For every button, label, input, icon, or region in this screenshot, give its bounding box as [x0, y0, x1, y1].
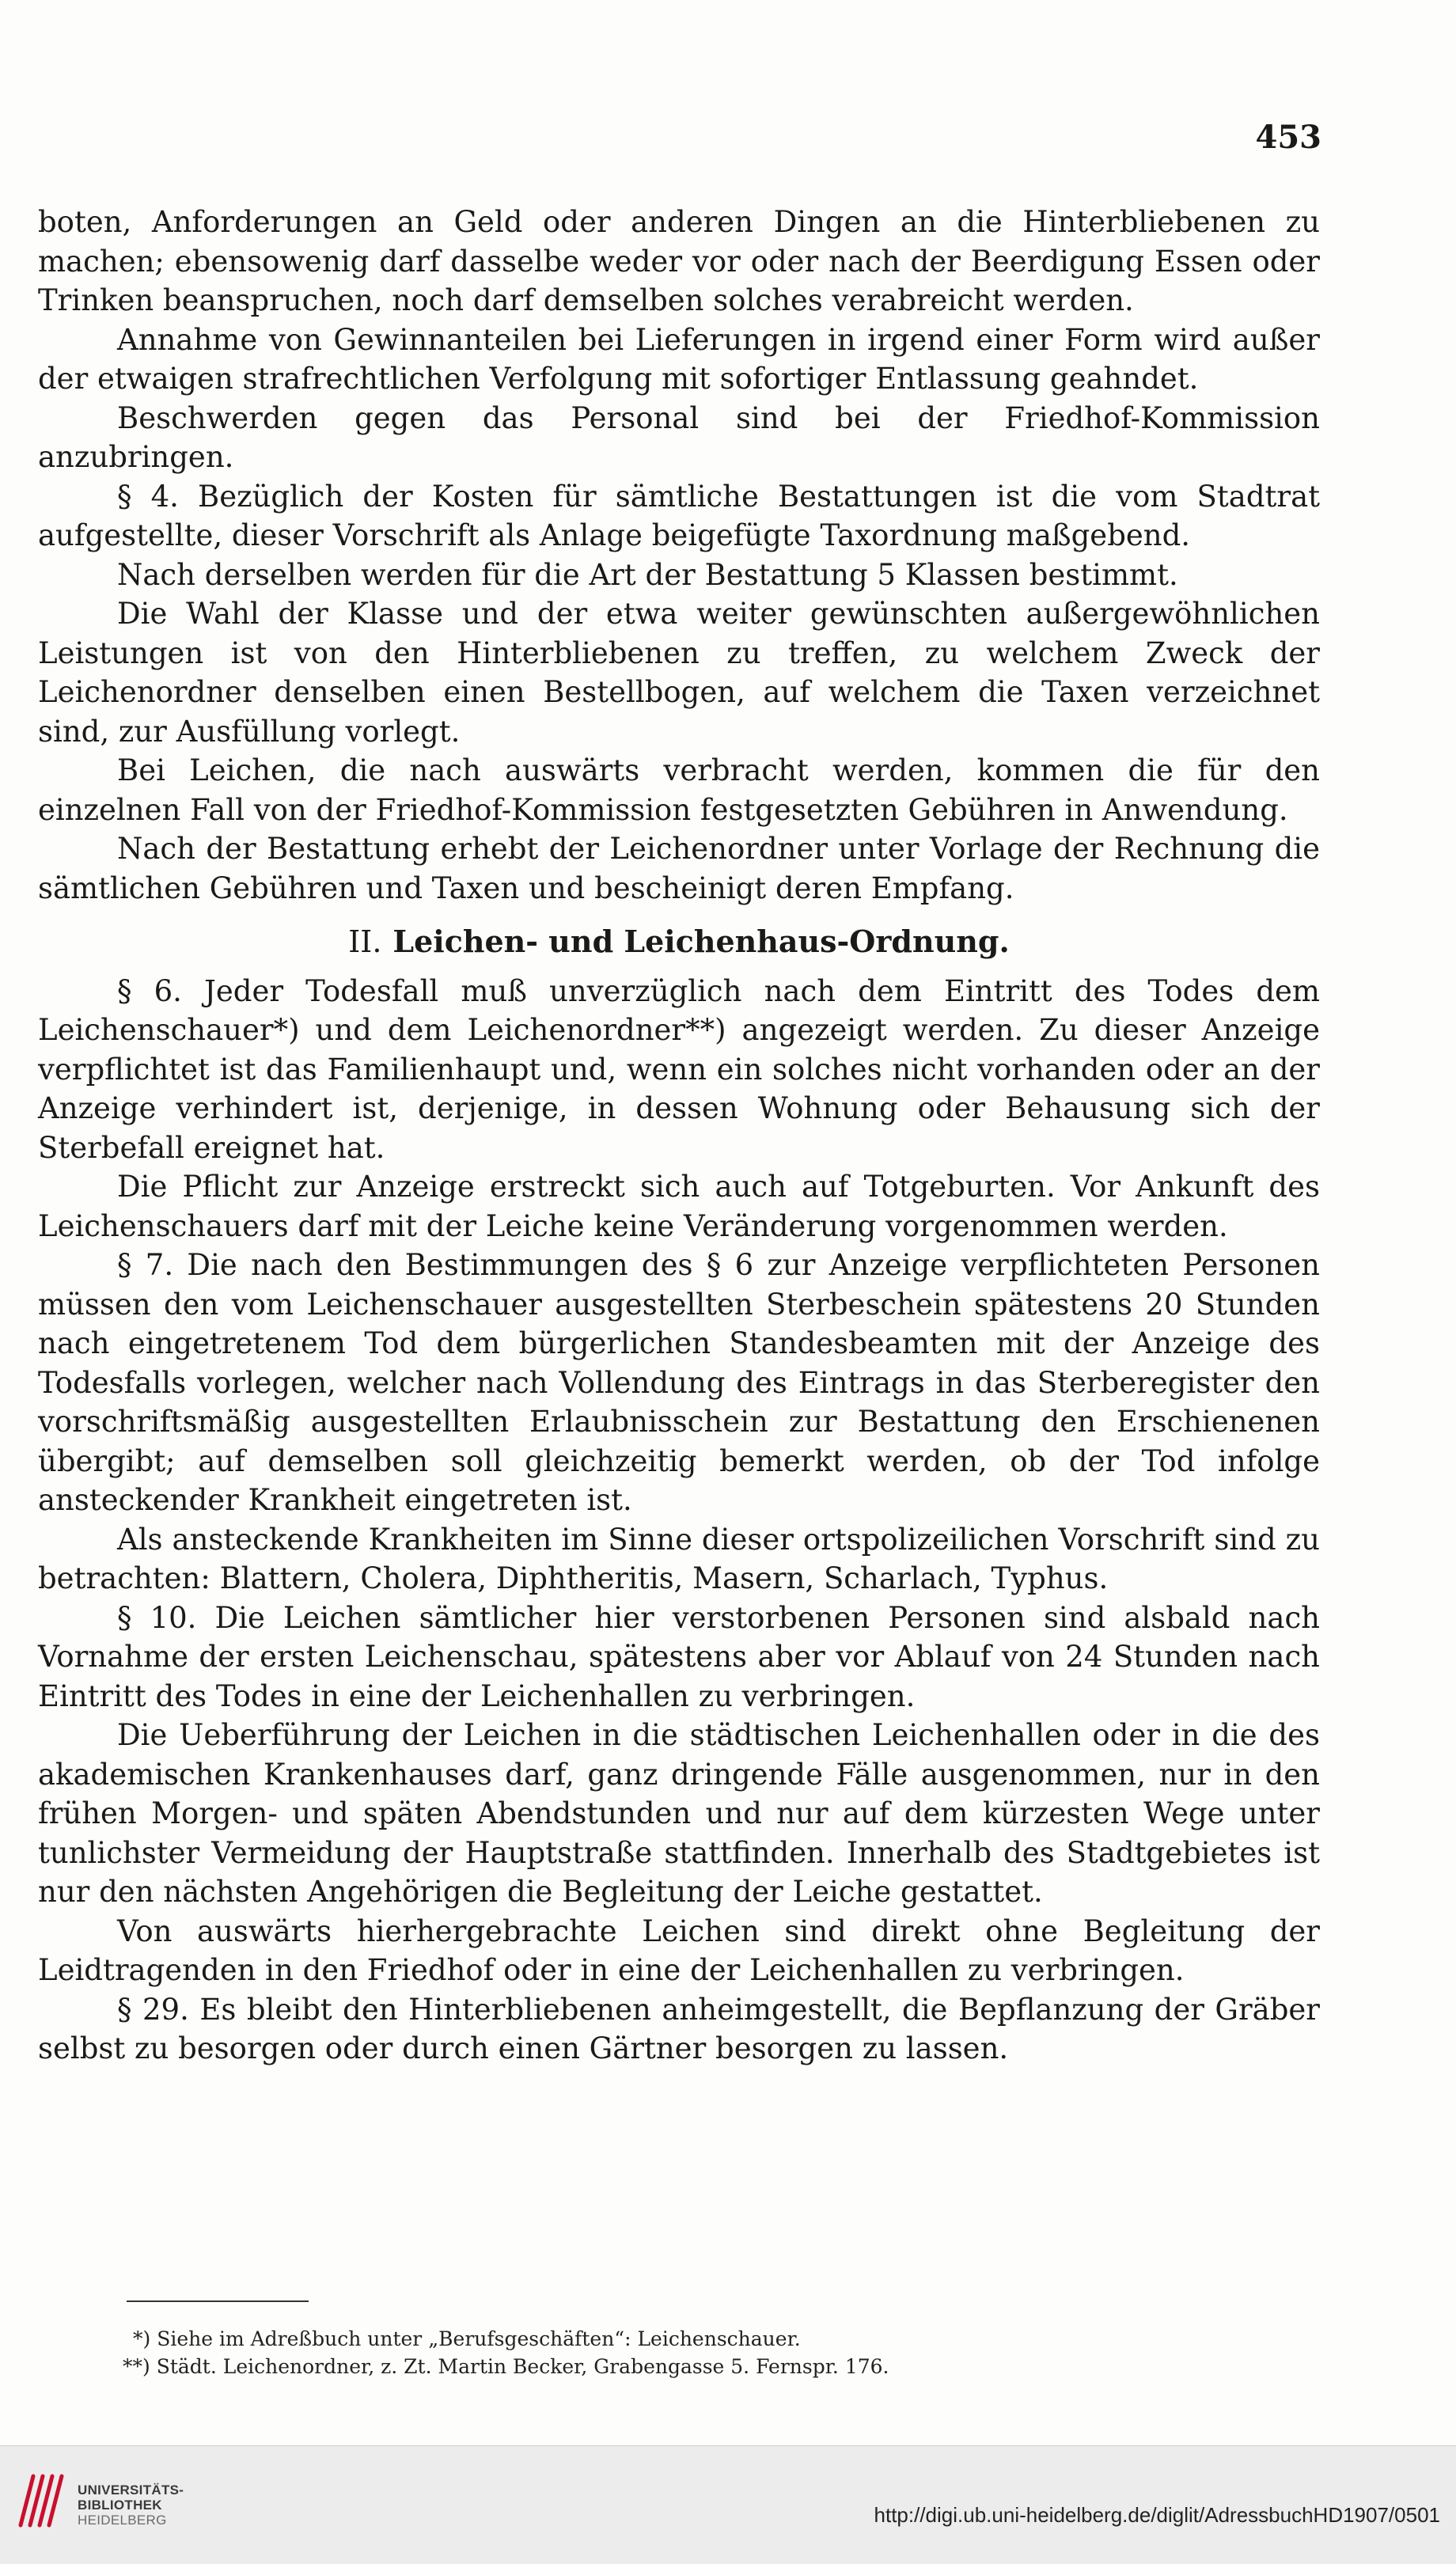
footnote-2: **) Städt. Leichenordner, z. Zt. Martin Becker, Grabengasse 5. Fernspr. 176. — [123, 2355, 889, 2378]
paragraph: § 7. Die nach den Bestimmungen des § 6 zur Anzeige verpflichteten Personen müssen den vom Leichenschauer ausgestellten Sterbeschein spätestens 20 Stunden nach eingetretenem Tod dem bürgerlichen Standesbeamten mit der Anzeige des Todesfalls vorlegen, welcher nach Vollendung des Eintrags in das Sterberegister den vorschriftsmäßig ausgestellten Erlaubnisschein zur Bestattung den Erschienenen übergibt; auf demselben soll gleichzeitig bemerkt werden, ob der Tod infolge ansteckender Krankheit eingetreten ist. — [38, 1248, 1320, 1517]
paragraph: Von auswärts hierhergebrachte Leichen sind direkt ohne Begleitung der Leidtragenden in den Friedhof oder in eine der Leichenhallen zu verbringen. — [38, 1914, 1320, 1987]
paragraph: § 4. Bezüglich der Kosten für sämtliche Bestattungen ist die vom Stadtrat aufgestellte, dieser Vorschrift als Anlage beigefügte Taxordnung maßgebend. — [38, 479, 1320, 552]
page-number: 453 — [1255, 119, 1321, 156]
section-heading — [38, 922, 1320, 962]
body-text — [38, 203, 1320, 2069]
library-name-line-1: UNIVERSITÄTS- — [78, 2482, 184, 2498]
footnotes — [0, 2325, 1456, 2380]
university-library-logo-icon — [16, 2470, 66, 2530]
paragraph: Als ansteckende Krankheiten im Sinne dieser ortspolizeilichen Vorschrift sind zu betrachten: Blattern, Cholera, Diphtheritis, Masern, Scharlach, Typhus. — [38, 1522, 1320, 1595]
library-name-line-2: BIBLIOTHEK — [78, 2498, 162, 2513]
paragraph: boten, Anforderungen an Geld oder anderen Dingen an die Hinterbliebenen zu machen; ebensowenig darf dasselbe weder vor oder nach der Beerdigung Essen oder Trinken beanspruchen, noch darf demselben solches verabreicht werden. — [38, 205, 1320, 317]
paragraph: Nach der Bestattung erhebt der Leichenordner unter Vorlage der Rechnung die sämtlichen Gebühren und Taxen und bescheinigt deren Empfang. — [38, 832, 1320, 905]
paragraph: Die Pflicht zur Anzeige erstreckt sich auch auf Totgeburten. Vor Ankunft des Leichenschauers darf mit der Leiche keine Veränderung vorgenommen werden. — [38, 1170, 1320, 1243]
section-number: II. — [348, 924, 382, 959]
paragraph: § 6. Jeder Todesfall muß unverzüglich nach dem Eintritt des Todes dem Leichenschauer*) und dem Leichenordner**) angezeigt werden. Zu dieser Anzeige verpflichtet ist das Familienhaupt und, wenn ein solches nicht vorhanden oder an der Anzeige verhindert ist, derjenige, in dessen Wohnung oder Behausung sich der Sterbefall ereignet hat. — [38, 973, 1320, 1165]
paragraph: Annahme von Gewinnanteilen bei Lieferungen in irgend einer Form wird außer der etwaigen strafrechtlichen Verfolgung mit sofortiger Entlassung geahndet. — [38, 322, 1320, 396]
paragraph: Die Ueberführung der Leichen in die städtischen Leichenhallen oder in die des akademischen Krankenhauses darf, ganz dringende Fälle ausgenommen, nur in den frühen Morgen- und späten Abendstunden und nur auf dem kürzesten Wege unter tunlichster Vermeidung der Hauptstraße stattfinden. Innerhalb des Stadtgebietes ist nur den nächsten Angehörigen die Begleitung der Leiche gestattet. — [38, 1718, 1320, 1909]
section-title: Leichen- und Leichenhaus-Ordnung. — [392, 924, 1010, 959]
footnote-1: *) Siehe im Adreßbuch unter „Berufsgeschäften“: Leichenschauer. — [133, 2327, 801, 2350]
paragraph: Bei Leichen, die nach auswärts verbracht werden, kommen die für den einzelnen Fall von der Friedhof-Kommission festgesetzten Gebühren in Anwendung. — [38, 753, 1320, 827]
viewer-footer — [0, 2445, 1456, 2564]
paragraph: § 10. Die Leichen sämtlicher hier verstorbenen Personen sind alsbald nach Vornahme der ersten Leichenschau, spätestens aber vor Ablauf von 24 Stunden nach Eintritt des Todes in eine der Leichenhallen zu verbringen. — [38, 1600, 1320, 1713]
permalink-url[interactable]: http://digi.ub.uni-heidelberg.de/diglit/AdressbuchHD1907/0501 — [874, 2503, 1440, 2527]
footnote-divider — [127, 2300, 309, 2302]
paragraph: Nach derselben werden für die Art der Bestattung 5 Klassen bestimmt. — [117, 557, 1178, 592]
paragraph: Die Wahl der Klasse und der etwa weiter gewünschten außergewöhnlichen Leistungen ist von den Hinterbliebenen zu treffen, zu welchem Zweck der Leichenordner denselben einen Bestellbogen, auf welchem die Taxen verzeichnet sind, zur Ausfüllung vorlegt. — [38, 597, 1320, 749]
library-name[interactable] — [78, 2482, 184, 2528]
paragraph: Beschwerden gegen das Personal sind bei der Friedhof-Kommission anzubringen. — [38, 400, 1320, 474]
library-name-line-3: HEIDELBERG — [78, 2513, 167, 2528]
paragraph: § 29. Es bleibt den Hinterbliebenen anheimgestellt, die Bepflanzung der Gräber selbst zu besorgen oder durch einen Gärtner besorgen zu lassen. — [38, 1992, 1320, 2065]
